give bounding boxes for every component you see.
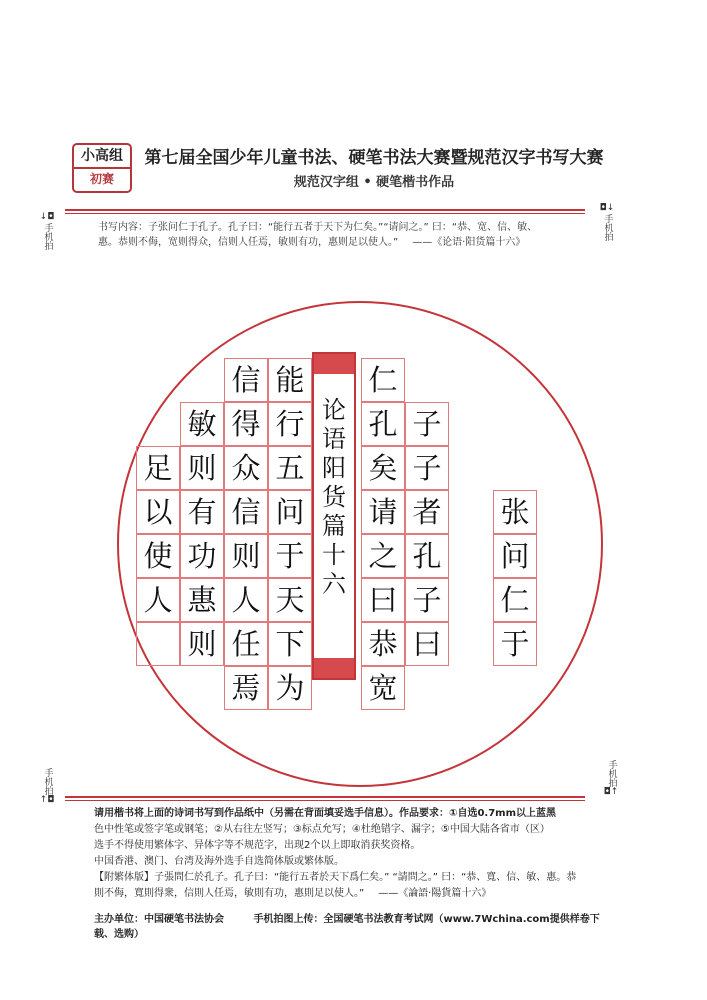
side-mark-label: 手机拍 bbox=[42, 768, 53, 795]
artwork-cell: 信 bbox=[224, 358, 268, 402]
center-title-char: 货 bbox=[322, 483, 346, 511]
artwork-cell: 子 bbox=[405, 578, 449, 622]
artwork-cell: 惠 bbox=[180, 578, 224, 622]
artwork-cell: 敏 bbox=[180, 402, 224, 446]
round-label: 初赛 bbox=[89, 172, 114, 186]
artwork-cell: 功 bbox=[180, 534, 224, 578]
artwork-cell: 问 bbox=[493, 534, 537, 578]
artwork-cell: 仁 bbox=[493, 578, 537, 622]
center-cap-top bbox=[314, 354, 354, 374]
center-title-column bbox=[312, 352, 356, 680]
requirements-source: ——《論語·陽貨篇十六》 bbox=[378, 888, 492, 899]
artwork-cell: 孔 bbox=[405, 534, 449, 578]
artwork-cell: 请 bbox=[361, 490, 405, 534]
group-label: 小高组 bbox=[74, 145, 130, 169]
organizer: 主办单位：中国硬笔书法协会 bbox=[94, 914, 224, 925]
artwork-cell: 有 bbox=[180, 490, 224, 534]
artwork-cell: 仁 bbox=[361, 358, 405, 402]
artwork-cell: 下 bbox=[268, 622, 312, 666]
center-title-char: 语 bbox=[322, 425, 346, 453]
artwork-cell: 张 bbox=[493, 490, 537, 534]
footer bbox=[94, 910, 614, 940]
side-mark-label: 手机拍 bbox=[42, 223, 53, 250]
artwork-cell: 众 bbox=[224, 446, 268, 490]
artwork-cell: 则 bbox=[224, 534, 268, 578]
center-title-char: 阳 bbox=[322, 454, 346, 482]
page-subtitle: 规范汉字组 • 硬笔楷书作品 bbox=[293, 175, 455, 190]
artwork-cell: 信 bbox=[224, 490, 268, 534]
requirements-line: 【附繁体版】子張問仁於孔子。孔子曰：“能行五者於天下爲仁矣。” “請問之。” 曰：“恭、寬、信、敏、惠。恭 bbox=[94, 872, 577, 883]
artwork-cell: 子 bbox=[405, 446, 449, 490]
side-mark-label: 手机拍 bbox=[606, 760, 617, 787]
empty-cell bbox=[136, 622, 180, 666]
artwork-cell: 天 bbox=[268, 578, 312, 622]
center-title bbox=[314, 396, 354, 599]
bottom-rule bbox=[65, 796, 585, 798]
artwork-cell: 恭 bbox=[361, 622, 405, 666]
content-line: 书写内容：子张问仁于孔子。孔子曰：“能行五者于天下为仁矣。”“请问之。” 曰：“恭、宽、信、敏、 bbox=[98, 222, 538, 233]
center-title-char: 篇 bbox=[322, 512, 346, 540]
artwork-cell: 使 bbox=[136, 534, 180, 578]
upload-info: 手机拍图上传：全国硬笔书法教育考试网（www.7Wchina.com提供样卷下载、选购） bbox=[94, 914, 600, 940]
camera-icon: ◘↓ bbox=[599, 203, 615, 213]
artwork-cell: 曰 bbox=[361, 578, 405, 622]
bottom-rule-thin bbox=[65, 800, 585, 801]
artwork-cell: 宽 bbox=[361, 666, 405, 710]
page-title: 第七届全国少年儿童书法、硬笔书法大赛暨规范汉字书写大赛 bbox=[144, 148, 604, 168]
camera-icon: ↓◘ bbox=[39, 212, 55, 222]
artwork-cell: 焉 bbox=[224, 666, 268, 710]
content-source: ——《论语·阳货篇十六》 bbox=[412, 237, 526, 248]
requirements-line: 请用楷书将上面的诗词书写到作品纸中（另需在背面填妥选手信息）。作品要求：①自选0.7mm以上蓝黑 bbox=[94, 808, 557, 819]
artwork-cell: 五 bbox=[268, 446, 312, 490]
requirements-line: 色中性笔或签字笔或钢笔；②从右往左竖写；③标点允写；④杜绝错字、漏字；⑤中国大陆各省市（区） bbox=[94, 824, 550, 835]
requirements-line: 中国香港、澳门、台湾及海外选手自选简体版或繁体版。 bbox=[94, 856, 344, 867]
artwork-cell: 足 bbox=[136, 446, 180, 490]
artwork-cell: 之 bbox=[361, 534, 405, 578]
artwork-cell: 以 bbox=[136, 490, 180, 534]
artwork-cell: 行 bbox=[268, 402, 312, 446]
requirements bbox=[94, 806, 586, 902]
artwork-cell: 任 bbox=[224, 622, 268, 666]
center-title-char: 论 bbox=[322, 396, 346, 424]
artwork-cell: 问 bbox=[268, 490, 312, 534]
camera-icon: ◘↑ bbox=[603, 787, 619, 797]
requirements-line-6 bbox=[94, 886, 586, 902]
artwork-cell: 得 bbox=[224, 402, 268, 446]
artwork-cell: 为 bbox=[268, 666, 312, 710]
artwork-cell: 孔 bbox=[361, 402, 405, 446]
artwork-cell: 人 bbox=[224, 578, 268, 622]
artwork-cell: 于 bbox=[268, 534, 312, 578]
requirements-line: 选手不得使用繁体字、异体字等不规范字，出现2个以上即取消获奖资格。 bbox=[94, 840, 421, 851]
artwork-cell: 于 bbox=[493, 622, 537, 666]
artwork-cell: 则 bbox=[180, 622, 224, 666]
artwork-cell: 矣 bbox=[361, 446, 405, 490]
artwork-cell: 则 bbox=[180, 446, 224, 490]
artwork-cell: 人 bbox=[136, 578, 180, 622]
artwork-cell: 子 bbox=[405, 402, 449, 446]
camera-icon: ↑◘ bbox=[39, 795, 55, 805]
artwork-cell: 曰 bbox=[405, 622, 449, 666]
center-title-char: 十 bbox=[322, 541, 346, 569]
center-title-char: 六 bbox=[322, 570, 346, 598]
artwork-cell: 者 bbox=[405, 490, 449, 534]
artwork-cell: 能 bbox=[268, 358, 312, 402]
requirements-line-text: 則不侮，寬則得衆，信則人任焉，敏則有功，惠則足以使人。” bbox=[94, 888, 365, 899]
center-cap-bottom bbox=[314, 658, 354, 678]
content-line-text: 惠。恭则不侮，宽则得众，信则人任焉，敏则有功，惠则足以使人。” bbox=[98, 237, 399, 248]
side-mark-label: 手机拍 bbox=[602, 214, 613, 241]
